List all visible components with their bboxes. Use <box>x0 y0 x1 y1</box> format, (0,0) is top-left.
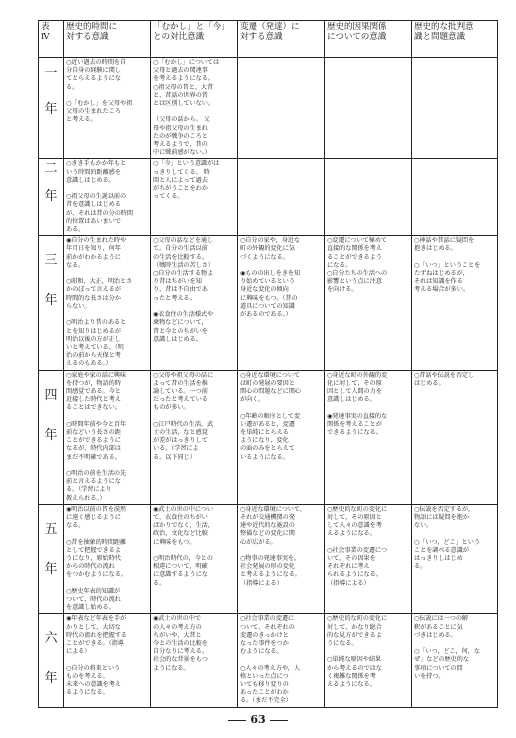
header-table-label: 表 Ⅳ <box>39 21 64 58</box>
table-row-year2 <box>39 159 498 236</box>
table-cell: ○自分の家や，身近な 町の外観的変化に気 づくようになる。 ◉ものの出しをきを知 り始めているという 身近な変化の傾向 に興味をもつ。（昔の 道具についての知識 があるのである。） <box>238 236 325 370</box>
year-label: 三 年 <box>39 236 64 370</box>
table-cell: ◉明治以前の昔を漠然 に遠く感じるように なる。 ○昔を抽象的時間距離 として把握できるよ うになり，原始時代 からの時代の流れ をつかむようになる。 ○歴史年表的知識が ついて，時代の流れ を意識し始める。 <box>64 504 151 614</box>
dash-right <box>270 720 288 721</box>
history-awareness-table <box>38 20 498 708</box>
table-cell: ○伝説には一つの解 釈があることに気 づきはじめる。 ○「いつ，どこ，何，な ぜ」などの歴史的な 事項についての問 いを持つ。 <box>412 614 498 707</box>
table-cell: ◉年表など年表を手が かりとして，大切な 時代の流れを把握する ことができる。（指導 による） ○自分の将来という ものを考える。 未来への意識を考え るようになる。 <box>64 614 151 707</box>
year-label: 二 年 <box>39 159 64 236</box>
table-cell: ○社会事業の変遷に ついて，それぞれの 変遷のきっかけと なった事件をつか むようになる。 ○人々の考え方や，人 格といった点につ いても移り変りの あったことがわか る。（まだ不完全） <box>238 614 325 707</box>
table-cell: ○身近な環境について は町の発展の要因と 関心の問題などに関心 が向く。 ○年齢の順序として変 い遷があると，変遷 を単純にとらえる ようになり，変化 の面のみをとらえて いるようになる。 <box>238 370 325 504</box>
table-cell <box>412 159 498 236</box>
table-cell <box>238 58 325 159</box>
table-cell: ○父母の話などを通し て，自分の生活以前 の生活を比較する。 （戦時生活の苦しさ） ○自分の生活する物よ り昔はちがいを知 り，昔は不自由であ ったと考える。 ◉衣食住の生活様式や 乗物などについて， 昔と今とのちがいを 意識しはじめる。 <box>151 236 238 370</box>
table-cell: ◉武士の世の中につい て，衣食住のちがい ばかりでなく，生活， 政治，文化など比較 に興味をもつ。 ○明治時代の，今との 相違について，明確 に意識するようにな る。 <box>151 504 238 614</box>
table-row-year3 <box>39 236 498 370</box>
table-cell: ○身近な町の外観的変 化に対して，その原 因として人間の力を 意識しはじめる。 ◉発達事実の直接的な 関係を考えることが できるようになる。 <box>325 370 412 504</box>
table-row-year4 <box>39 370 498 504</box>
table-row-year5 <box>39 504 498 614</box>
table-cell: ○きき手もかか年もと いう時間的距離感を 意識しはじめる。 ○祖父母の生誕以前の 昔を意識しはじめる が，それは昔の分の時間 的位置はあいまいで ある。 <box>64 159 151 236</box>
header-past-present-contrast: 「むかし」と「今」 との対比意識 <box>151 21 238 58</box>
table-cell: ○家庭や家の話に興味 を持つが，物語的時 間感覚である。今と 近接した時代と考え ることはできない。 ○時間年前や今と百年 前などいう長さの距 ことができるように なるが，時代内部は まだ不明確である。 ○明治の前を生活の先 前と言えるようにな る。（学習により 教えられる。） <box>64 370 151 504</box>
table-cell <box>412 58 498 159</box>
page-number-text: 63 <box>250 713 266 726</box>
header-change-development: 変遷（発達）に 対する意識 <box>238 21 325 58</box>
table-cell: ◉武士の世の中で の人々の考え方の ちがいや，大昔と 今との生活の比較を 自分なりに考える。 社会的な背景をもつ ようになる。 <box>151 614 238 707</box>
table-cell: ○近い過去の時間を自 分自身の経験に関し てとらえるようにな る。 ○「むかし」を父母や祖 父母の生まれたころ と考える。 <box>64 58 151 159</box>
table-cell: ○昔話や伝説を否定し はじめる。 <box>412 370 498 504</box>
year-label: 一 年 <box>39 58 64 159</box>
dash-left <box>228 720 246 721</box>
table-cell: ○変遷について極めて 直接的な関係を考え ることができるよう になる。 ○自分たちの生活への 影響という点に注意 を向ける。 <box>325 236 412 370</box>
header-causal-relation: 歴史的因果関係 についての意識 <box>325 21 412 58</box>
table-cell: ○歴史的な町の変化に 対して，かなり総合 的な見方ができるよ うになる。 ○単純な原因や結果 から考えるのではな く複雑な関係を考 えるようになる。 <box>325 614 412 707</box>
table-cell: ○歴史的な町の変化に 対して，その原因と して人々の意識を考 えるようになる。 ○社会事業の変遷につ いて，その因果を それぞれに考え られるようになる。 （指導による） <box>325 504 412 614</box>
year-label: 四 年 <box>39 370 64 504</box>
table-cell <box>325 159 412 236</box>
header-critical-awareness: 歴史的な批判意 識と問題意識 <box>412 21 498 58</box>
table-row-year1 <box>39 58 498 159</box>
table-cell <box>238 159 325 236</box>
table-cell: ○「むかし」については 父母と過去の関連事 を考えるようになる。 ○祖父母の昔と，大昔 と，昔話の世界の昔 とは区別していない。 （父母の話から。 父 母や祖父母の生まれ たのが戦争のころと 考えるようで，昔の 中に戦前感がない。） <box>151 58 238 159</box>
table-cell: ◉自分の生まれた時や 年月日を知り，何年 前かがわかるように なる。 ○昭和，大正，明治とさ かのぼって言えるが 時間的な長さは分か らない。 ○明治より昔のあると とを知りはじめるが 明治以後の方が正し いと考えている。（明 治の前から天保と考 えるのもある。） <box>64 236 151 370</box>
header-historical-time: 歴史的時間に 対する意識 <box>64 21 151 58</box>
year-label: 五 年 <box>39 504 64 614</box>
table-cell: ○身近な環境について， それが交通機関の発 達や近代的な施設の 整備などの変化に関 心が広がる。 ○物事の発達事実を， 社会発展の形の変化 と考えるようになる。 （指導による） <box>238 504 325 614</box>
table-cell: ○父母や祖父母の話に よって昔の生活を推 論している。一つ前 だったと考えている ものが多い。 ○江戸時代の生活，武 士の生活，なと感覚 が差がはっきりして いる。（学習によ る。以下同じ） <box>151 370 238 504</box>
table-cell <box>325 58 412 159</box>
page-number <box>0 713 516 726</box>
year-label: 六 年 <box>39 614 64 707</box>
table-cell: ○「今」という意識がは っきりしてくる。 時 間と人によって過去 がちがうことをわか ってくる。 <box>151 159 238 236</box>
table-cell: ○神話や昔話に疑問を 抱きはじめる。 ○「いつ」ということを たずねはじめるが， それは知識を作る 考える場合が多い。 <box>412 236 498 370</box>
header-row <box>39 21 498 58</box>
table-cell: ○伝説を否定するが， 物語には疑問を抱か ない。 ○「いつ，どこ」という ことを調べる意識が はっきりしはじめ る。 <box>412 504 498 614</box>
table-row-year6 <box>39 614 498 707</box>
